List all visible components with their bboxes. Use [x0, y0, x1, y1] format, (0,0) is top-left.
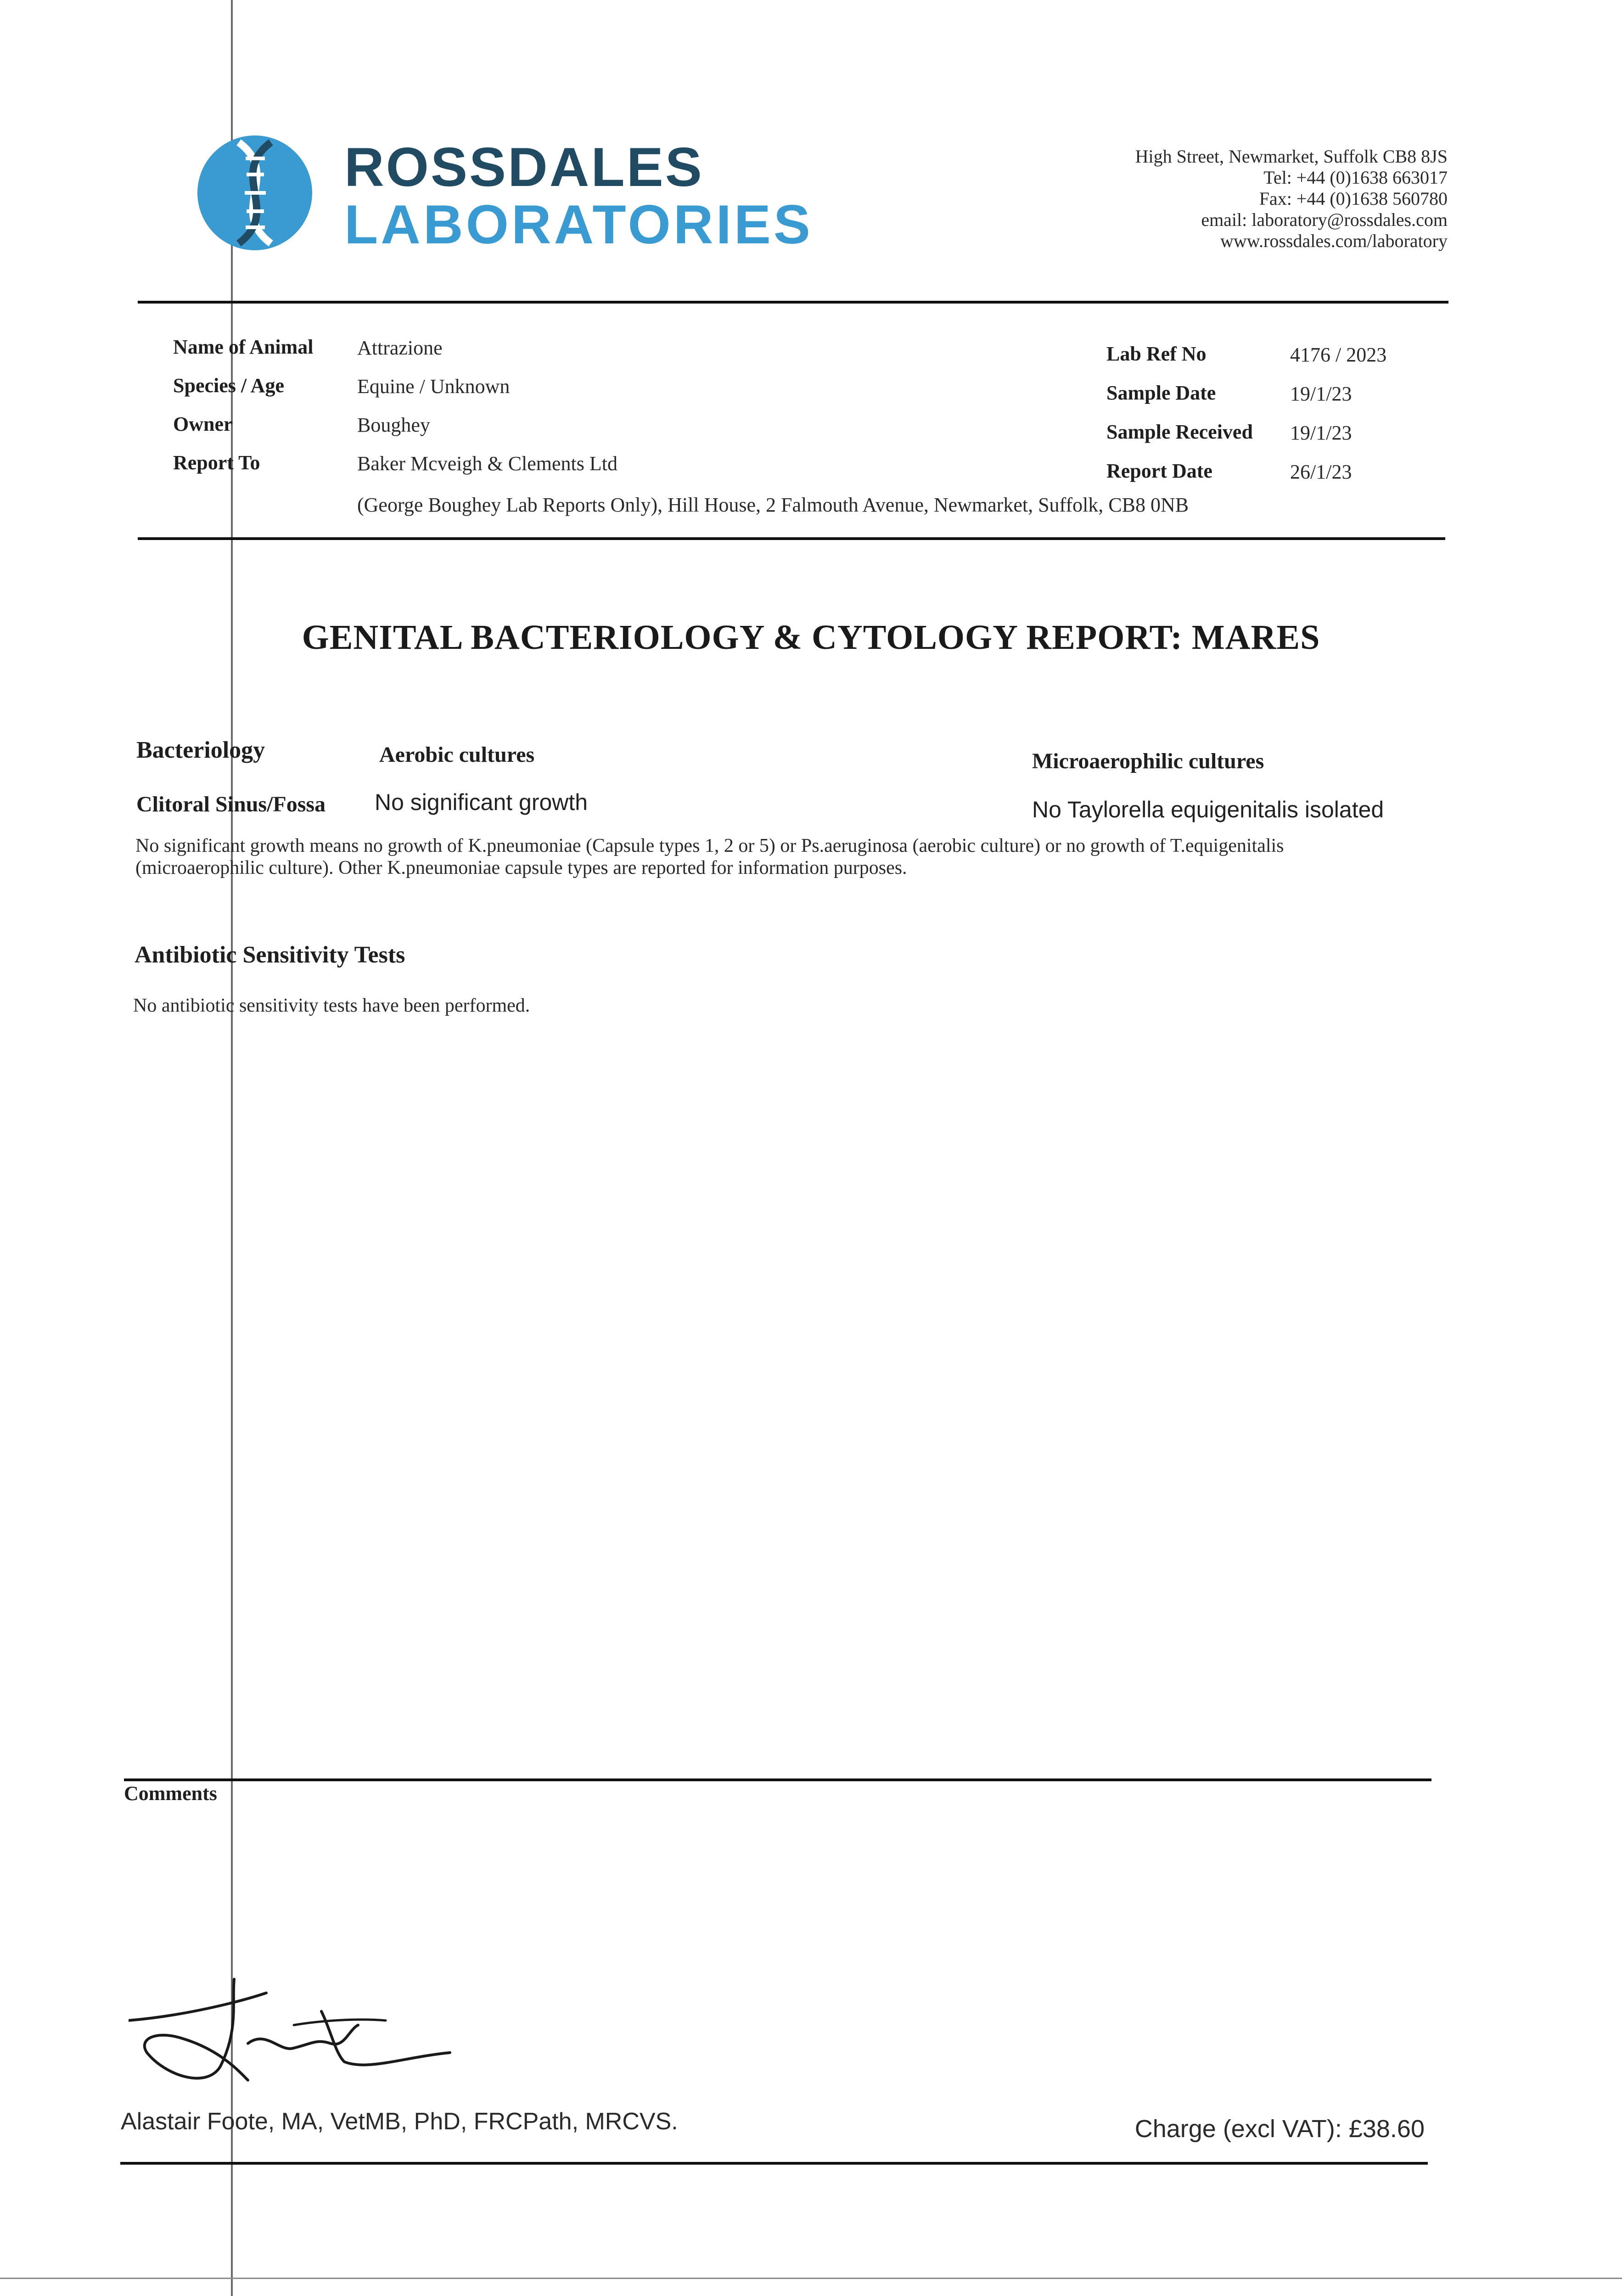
brand-name-line2: LABORATORIES — [344, 194, 813, 255]
address-street: High Street, Newmarket, Suffolk CB8 8JS — [1135, 146, 1448, 167]
dna-helix-icon — [195, 133, 314, 253]
lab-ref-value: 4176 / 2023 — [1290, 343, 1387, 366]
sample-date-label: Sample Date — [1106, 382, 1216, 404]
charge-amount: Charge (excl VAT): £38.60 — [1134, 2115, 1425, 2143]
owner-value: Boughey — [357, 414, 430, 436]
clitoral-sinus-fossa-label: Clitoral Sinus/Fossa — [136, 792, 326, 816]
microaerophilic-cultures-heading: Microaerophilic cultures — [1032, 749, 1264, 773]
report-date-value: 26/1/23 — [1290, 461, 1352, 483]
aerobic-cultures-heading: Aerobic cultures — [379, 743, 535, 767]
bacteriology-note-line2: (microaerophilic culture). Other K.pneumoniae capsule types are reported for information purposes. — [135, 857, 907, 878]
comments-label: Comments — [124, 1782, 217, 1805]
report-to-label: Report To — [173, 451, 260, 474]
species-age-value: Equine / Unknown — [357, 375, 510, 398]
antibiotic-text: No antibiotic sensitivity tests have been performed. — [133, 995, 530, 1016]
species-age-label: Species / Age — [173, 374, 284, 397]
aerobic-result: No significant growth — [375, 789, 588, 815]
address-email: email: laboratory@rossdales.com — [1201, 209, 1448, 230]
comments-divider — [124, 1778, 1431, 1781]
report-to-value: Baker Mcveigh & Clements Ltd — [357, 452, 617, 475]
report-date-label: Report Date — [1106, 460, 1212, 482]
address-website: www.rossdales.com/laboratory — [1220, 231, 1448, 251]
address-tel: Tel: +44 (0)1638 663017 — [1263, 167, 1448, 188]
signatory-name: Alastair Foote, MA, VetMB, PhD, FRCPath, MRCVS. — [121, 2108, 678, 2135]
header-divider — [138, 301, 1448, 304]
owner-label: Owner — [173, 413, 233, 435]
name-of-animal-label: Name of Animal — [173, 336, 314, 358]
signature-image — [129, 1975, 477, 2094]
bacteriology-heading: Bacteriology — [136, 737, 265, 763]
antibiotic-heading: Antibiotic Sensitivity Tests — [135, 942, 405, 968]
lab-address — [1135, 146, 1448, 252]
patient-divider — [138, 537, 1445, 540]
sample-received-label: Sample Received — [1106, 421, 1253, 443]
brand-name-line1: ROSSDALES — [344, 136, 704, 198]
address-fax: Fax: +44 (0)1638 560780 — [1259, 188, 1448, 209]
sample-received-value: 19/1/23 — [1290, 422, 1352, 444]
report-title: GENITAL BACTERIOLOGY & CYTOLOGY REPORT: MARES — [302, 618, 1320, 657]
report-to-address: (George Boughey Lab Reports Only), Hill House, 2 Falmouth Avenue, Newmarket, Suffolk, CB8 0NB — [357, 494, 1189, 516]
lab-ref-label: Lab Ref No — [1106, 343, 1207, 365]
bacteriology-note-line1: No significant growth means no growth of K.pneumoniae (Capsule types 1, 2 or 5) or Ps.aeruginosa (aerobic culture) or no growth of T.equigenitalis — [135, 835, 1284, 856]
bacteriology-note — [135, 835, 1467, 879]
sample-date-value: 19/1/23 — [1290, 383, 1352, 405]
footer-divider — [120, 2162, 1428, 2165]
name-of-animal-value: Attrazione — [357, 337, 443, 359]
microaerophilic-result: No Taylorella equigenitalis isolated — [1032, 797, 1384, 822]
scan-artifact-bottom-line — [0, 2278, 1622, 2279]
